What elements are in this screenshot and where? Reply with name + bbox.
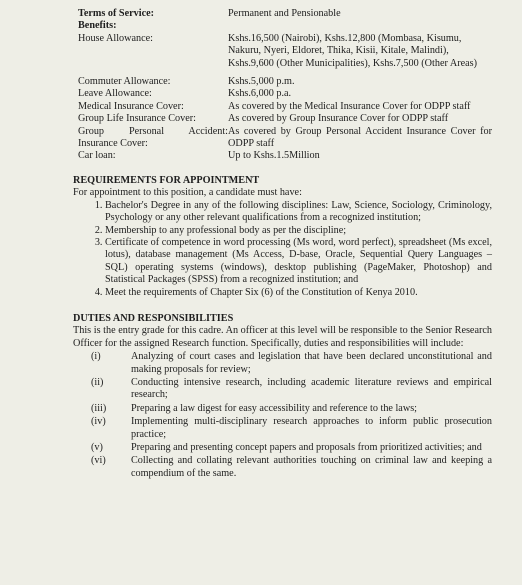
requirements-intro: For appointment to this position, a candidate must have: [73,187,302,199]
list-item [73,455,492,480]
car-label: Car loan: [78,150,116,162]
terms-label: Terms of Service: [78,8,155,19]
house-label: House Allowance: [78,32,153,44]
medical-row [78,101,492,113]
requirements-title: REQUIREMENTS FOR APPOINTMENT [73,174,260,186]
list-item [73,416,492,441]
benefits-row [78,20,492,32]
group-accident-row [78,126,492,151]
commuter-value: Kshs.5,000 p.m. [228,76,295,88]
leave-label: Leave Allowance: [78,88,152,100]
duty-number: (v) [91,442,103,453]
car-value: Up to Kshs.1.5Million [228,150,320,162]
list-item [73,403,492,415]
list-item [73,351,492,376]
duty-text: Preparing and presenting concept papers and proposals from prioritized activities; and [131,442,482,453]
duty-text: Conducting intensive research, including academic literature reviews and empirical research; [131,376,492,401]
commuter-label: Commuter Allowance: [78,76,171,88]
medical-value: As covered by the Medical Insurance Cover for ODPP staff [228,100,471,112]
duty-number: (vi) [91,455,106,467]
list-item: 2. Membership to any professional body as per the discipline; [105,225,492,237]
duties-intro: This is the entry grade for this cadre. An officer at this level will be responsible to the Senior Research Officer for the assigned Research function. Specifically, duties and responsibilities will include: [73,325,492,349]
terms-row [78,8,492,20]
benefits-label: Benefits: [78,20,117,32]
duties-title: DUTIES AND RESPONSIBILITIES [73,312,234,324]
group-accident-label-1: Group Personal Accident: [78,125,228,137]
terms-table [78,8,492,163]
terms-value: Permanent and Pensionable [228,8,341,19]
house-value: Kshs.16,500 (Nairobi), Kshs.12,800 (Mombasa, Kisumu, Nakuru, Nyeri, Eldoret, Thika, Kisii, Kitale, Malindi), Kshs.9,600 (Other Municipalities), Kshs.7,500 (Other Areas) [228,32,477,69]
duty-number: (iii) [91,402,107,414]
requirements-list [73,200,492,299]
duty-text: Preparing a law digest for easy accessibility and reference to the laws; [131,402,417,414]
duty-text: Collecting and collating relevant authorities touching on criminal law and keeping a compendium of the same. [131,455,492,479]
duties-section [73,313,492,480]
list-item: 3. Certificate of competence in word processing (Ms word, word perfect), spreadsheet (Ms excel, lotus), database management (Ms Access, D-base, Oracle, Sequential Query Languages – SQL) operating systems (windows), desktop publishing (PageMaker, Photoshop) and Statistical Packages (SPSS) from a recognized institution; and [105,237,492,287]
commuter-row [78,76,492,88]
duty-number: (i) [91,351,101,363]
list-item [73,377,492,402]
group-life-row [78,113,492,125]
medical-label: Medical Insurance Cover: [78,100,184,112]
group-life-label: Group Life Insurance Cover: [78,113,196,125]
group-life-value: As covered by Group Insurance Cover for ODPP staff [228,113,449,125]
list-item: 4. Meet the requirements of Chapter Six (6) of the Constitution of Kenya 2010. [105,287,492,299]
requirements-section [73,175,492,299]
duty-number: (ii) [91,376,104,388]
list-item: 1. Bachelor's Degree in any of the following disciplines: Law, Science, Sociology, Criminology, Psychology or any other relevant qualifications from a recognized institution; [105,200,492,225]
car-row [78,150,492,162]
list-item [73,442,492,454]
duty-number: (iv) [91,416,106,428]
duty-text: Implementing multi-disciplinary research approaches to inform public prosecution practice; [131,416,492,440]
leave-row [78,88,492,100]
group-accident-value: As covered by Group Personal Accident Insurance Cover for ODPP staff [228,125,492,150]
house-row [78,33,492,70]
leave-value: Kshs.6,000 p.a. [228,88,292,100]
group-accident-label-2: Insurance Cover: [78,138,148,150]
duty-text: Analyzing of court cases and legislation that have been declared unconstitutional and making proposals for review; [131,351,492,375]
